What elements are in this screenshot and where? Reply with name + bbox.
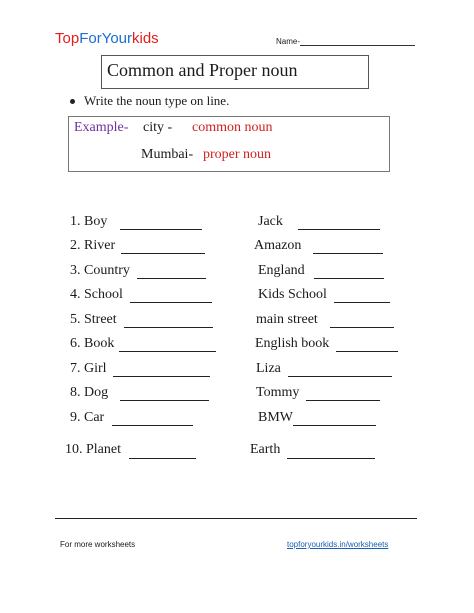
question-left-5: 5. Street [70,312,117,327]
question-left-7: 7. Girl [70,361,107,376]
question-left-8: 8. Dog [70,385,109,400]
question-right-10: Earth [250,442,281,457]
example-type-1: common noun [192,120,273,135]
footer-link[interactable]: topforyourkids.in/worksheets [287,540,389,549]
answer-line-right-10[interactable] [287,458,375,459]
example-word-2: Mumbai- [141,147,194,162]
question-left-2: 2. River [70,238,116,253]
answer-line-left-4[interactable] [130,302,212,303]
question-right-7: Liza [256,361,281,376]
question-right-8: Tommy [256,385,300,400]
answer-line-right-9[interactable] [293,425,376,426]
answer-line-left-6[interactable] [119,351,216,352]
question-left-10: 10. Planet [65,442,121,457]
name-field-line[interactable] [300,45,415,46]
answer-line-left-1[interactable] [120,229,202,230]
footer-divider [55,518,417,519]
answer-line-right-7[interactable] [288,376,392,377]
answer-line-left-9[interactable] [112,425,193,426]
brand-part-kids: kids [132,30,159,47]
answer-line-right-5[interactable] [330,327,394,328]
answer-line-right-6[interactable] [336,351,398,352]
bullet-icon [70,99,75,104]
question-left-4: 4. School [70,287,123,302]
answer-line-right-8[interactable] [306,400,380,401]
question-right-9: BMW [258,410,293,425]
answer-line-right-4[interactable] [334,302,390,303]
answer-line-right-2[interactable] [313,253,383,254]
answer-line-right-1[interactable] [298,229,380,230]
answer-line-left-10[interactable] [129,458,196,459]
answer-line-left-5[interactable] [124,327,213,328]
name-label: Name- [276,37,301,46]
brand-logo [55,30,159,47]
page-title: Common and Proper noun [107,60,298,80]
answer-line-right-3[interactable] [314,278,384,279]
question-left-9: 9. Car [70,410,105,425]
question-right-6: English book [255,336,330,351]
brand-part-top: Top [55,30,80,47]
question-left-1: 1. Boy [70,214,108,229]
question-right-1: Jack [258,214,283,229]
question-right-2: Amazon [254,238,302,253]
instruction-text: Write the noun type on line. [84,93,230,108]
example-type-2: proper noun [203,147,272,162]
question-right-3: England [258,263,305,278]
answer-line-left-7[interactable] [113,376,210,377]
answer-line-left-2[interactable] [121,253,205,254]
example-word-1: city - [143,120,173,135]
question-right-4: Kids School [258,287,327,302]
example-label: Example- [74,120,129,135]
question-right-5: main street [256,312,318,327]
answer-line-left-8[interactable] [120,400,209,401]
answer-line-left-3[interactable] [137,278,206,279]
question-left-6: 6. Book [70,336,115,351]
brand-part-foryour: ForYour [79,30,132,47]
footer-text: For more worksheets [60,540,136,549]
question-left-3: 3. Country [70,263,130,278]
